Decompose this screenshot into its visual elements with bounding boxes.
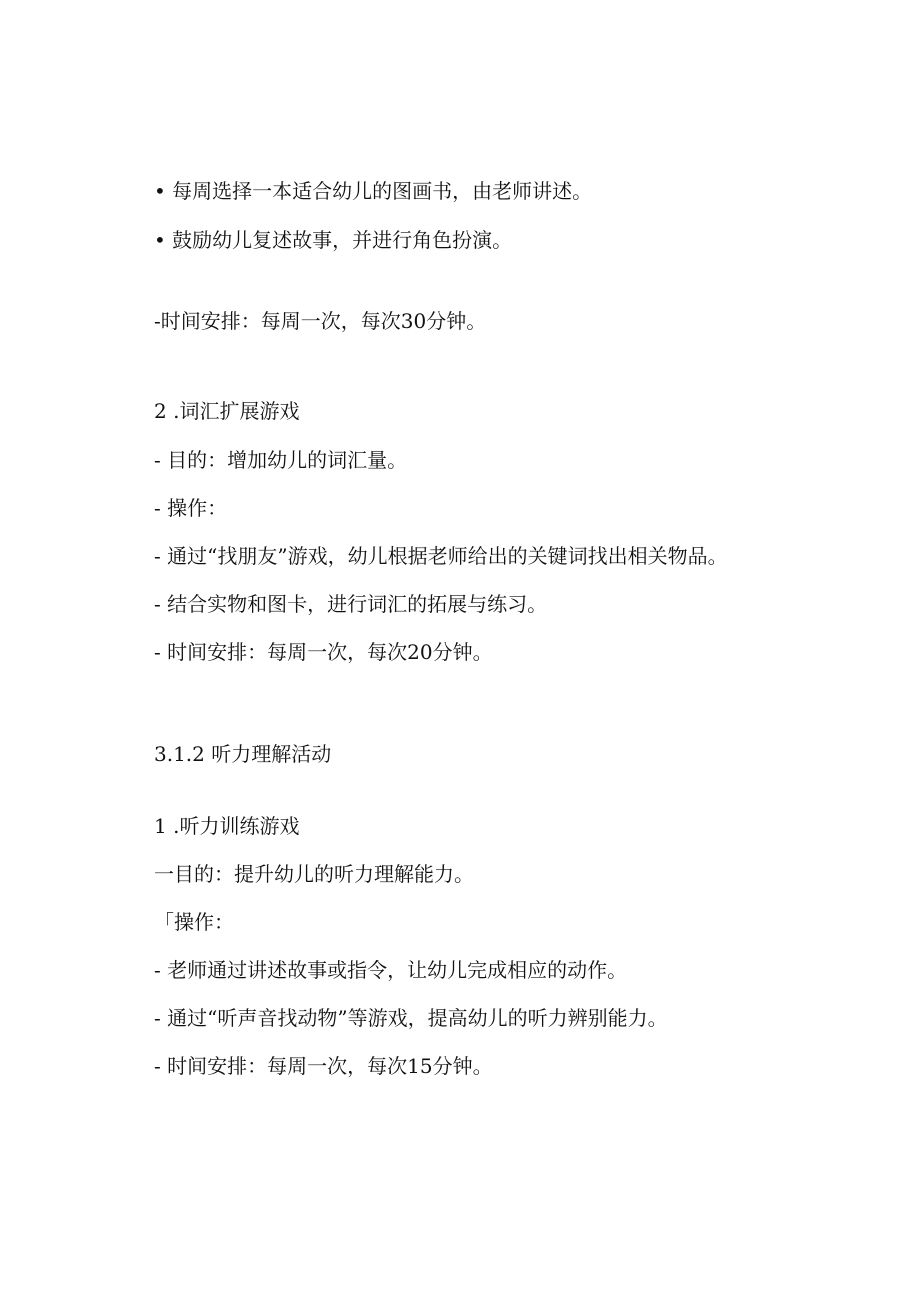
bullet-item-retell-story: • 鼓励幼儿复述故事，并进行角色扮演。 [154,228,513,252]
operation-item-animal-sounds: - 通过“听声音找动物”等游戏，提高幼儿的听力辨别能力。 [154,1006,668,1030]
operation-item-picture-cards: - 结合实物和图卡，进行词汇的拓展与练习。 [154,592,548,616]
subsection-heading-listening: 3.1.2 听力理解活动 [154,742,332,766]
section-heading-vocabulary-game: 2 .词汇扩展游戏 [154,399,300,423]
bullet-item-picture-book: • 每周选择一本适合幼儿的图画书，由老师讲述。 [154,179,593,203]
purpose-line-listening: 一目的：提升幼儿的听力理解能力。 [154,862,474,886]
schedule-line-1: -时间安排：每周一次，每次30分钟。 [154,309,487,333]
operation-label-listening: 「操作： [154,910,234,934]
section-heading-listening-game: 1 .听力训练游戏 [154,814,300,838]
schedule-line-3: - 时间安排：每周一次，每次15分钟。 [154,1054,493,1078]
purpose-line-vocabulary: - 目的：增加幼儿的词汇量。 [154,448,408,472]
operation-item-instructions: - 老师通过讲述故事或指令，让幼儿完成相应的动作。 [154,958,628,982]
operation-item-find-friends: - 通过“找朋友”游戏，幼儿根据老师给出的关键词找出相关物品。 [154,544,728,568]
operation-label-vocabulary: - 操作： [154,496,228,520]
schedule-line-2: - 时间安排：每周一次，每次20分钟。 [154,640,493,664]
